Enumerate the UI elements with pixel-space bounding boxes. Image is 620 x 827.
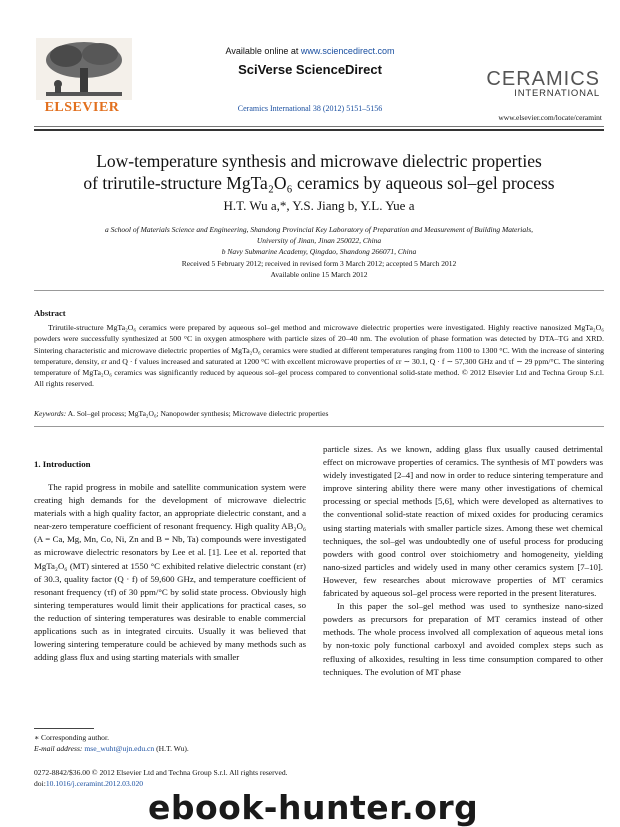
- keywords-list: A. Sol–gel process; MgTa₂O₆; Nanopowder synthesis; Microwave dielectric properties: [66, 409, 329, 418]
- header-rule-thick: [34, 129, 604, 131]
- footnote: [34, 732, 306, 754]
- journal-url[interactable]: www.elsevier.com/locate/ceramint: [498, 113, 602, 122]
- doi-label: doi:: [34, 779, 46, 788]
- copyright-footer: [34, 767, 434, 789]
- affiliation-a-line2: University of Jinan, Jinan 250022, China: [256, 236, 382, 245]
- email-link[interactable]: mse_wuht@ujn.edu.cn: [84, 744, 155, 753]
- title-line-1: Low-temperature synthesis and microwave dielectric properties: [96, 151, 542, 171]
- issn-line: 0272-8842/$36.00 © 2012 Elsevier Ltd and Techna Group S.r.l. All rights reserved.: [34, 768, 288, 777]
- intro-paragraph-1: The rapid progress in mobile and satellite communication system were creating high demands for the development of microwave dielectric materials with a high quality factor, an appropriate dielectric constant, and a near-zero temperature coefficient of resonant frequency. High quality AB₂O₆ (A = Ca, Mg, Mn, Co, Ni, Zn and B = Nb, Ta) compounds were investigated as microwave dielectric resonators by Lee et al. [1]. Lee et al. reported that MgTa₂O₆ (MT) sintered at 1550 °C exhibited relative dielectric constant (εr) of 30.3, quality factor (Q · f) of 59,600 GHz, and temperature coefficient of resonant frequency (τf) of 30 ppm/°C by solid state process. Obviously high sintering temperatures would limit their applications for practical cases, so the reduction of sintering temperatures was desirable to enable commercial applications such as in integrated circuits. Usually it was believed that lowering sintering temperature could be achieved by many methods such as adding glass flux and using starting materials with smaller: [34, 482, 306, 663]
- abstract-divider: [34, 426, 604, 427]
- abstract-text: Trirutile-structure MgTa₂O₆ ceramics were prepared by aqueous sol–gel method and microwave dielectric properties were investigated. Highly reactive nanosized MgTa₂O₆ powders were successfully synthesized at 500 °C in oxygen atmosphere with particle sizes of 20–40 nm. The evolution of phase formation was detected by DTA–TG and XRD. Sintering characteristic and microwave dielectric properties of MgTa₂O₆ ceramics were studied at different temperatures ranging from 1100 to 1300 °C. With the increase of sintering temperature, density, εr and Q · f values increased and saturated at 1200 °C with excellent microwave properties of εr ∼ 30.1, Q · f ∼ 57,300 GHz and τf ∼ 29 ppm/°C. The sintering temperature of MgTa₂O₆ ceramics was significantly reduced by aqueous sol–gel process compared to conventional solid-state method. © 2012 Elsevier Ltd and Techna Group S.r.l. All rights reserved.: [34, 323, 604, 389]
- platform-name: SciVerse ScienceDirect: [238, 62, 382, 77]
- intro-paragraph-3: In this paper the sol–gel method was used to synthesize nano-sized powders as precursors for preparation of MT ceramics instead of other methods. The whole process involved all complexation of aqueous metal ions by non-toxic poly functional carboxyl and avoided complex steps such as refluxing of alkoxides, resulting in less time consumption compared to other techniques. The evolution of MT phase: [323, 601, 603, 677]
- footnote-rule: [34, 728, 94, 729]
- header-rule: [34, 126, 604, 127]
- author-list: H.T. Wu a,*, Y.S. Jiang b, Y.L. Yue a: [223, 198, 415, 213]
- email-label: E-mail address:: [34, 744, 85, 753]
- affiliation-a: a School of Materials Science and Engineering, Shandong Provincial Key Laboratory of Preparation and Measurement of Building Materials,: [104, 225, 534, 234]
- doi-link[interactable]: 10.1016/j.ceramint.2012.03.020: [45, 779, 144, 788]
- article-title: [34, 150, 604, 194]
- received-dates: Received 5 February 2012; received in revised form 3 March 2012; accepted 5 March 2012: [181, 259, 457, 268]
- journal-name-line2: INTERNATIONAL: [514, 88, 600, 99]
- affiliations: [34, 224, 604, 257]
- corresponding-author: ∗ Corresponding author.: [34, 733, 109, 742]
- sciencedirect-link[interactable]: www.sciencedirect.com: [300, 46, 395, 56]
- title-line-2: of trirutile-structure MgTa₂O₆ ceramics by aqueous sol–gel process: [83, 173, 555, 193]
- section-heading-introduction: 1. Introduction: [34, 459, 91, 469]
- intro-paragraph-2: particle sizes. As we known, adding glass flux usually caused detrimental effect on microwave properties of ceramics. The synthesis of MT powders was widely investigated [2–4] and now in order to reduce sintering temperature and improve sintering ability there were many other investigations of chemical processing or special methods [5,6], which were developed as alternatives to the conventional solid-state reaction of mixed oxides for producing ceramics using starting materials with smaller particle sizes. Among these wet chemical techniques, the sol–gel was undoubtedly one of useful process for producing powders with good control over stoichiometry and homogeneity, yielding nano-sized particles and widely used in many other ceramics system [7–10]. However, few researches about microwave properties of MT ceramics fabricated by aqueous sol–gel process were reported in the present literatures.: [323, 444, 603, 599]
- watermark: ebook-hunter.org: [148, 788, 479, 827]
- online-date: Available online 15 March 2012: [270, 270, 368, 279]
- email-line: [34, 743, 306, 754]
- journal-name-line1: CERAMICS: [486, 68, 600, 90]
- keywords-label: Keywords:: [34, 409, 67, 418]
- available-prefix: Available online at: [225, 46, 301, 56]
- email-suffix: (H.T. Wu).: [154, 744, 189, 753]
- affiliation-b: b Navy Submarine Academy, Qingdao, Shandong 266071, China: [221, 247, 417, 256]
- journal-reference-link[interactable]: Ceramics International 38 (2012) 5151–5156: [237, 104, 383, 113]
- publisher-name: ELSEVIER: [44, 100, 120, 115]
- column-left: [34, 481, 306, 664]
- abstract-heading: Abstract: [34, 308, 66, 318]
- article-dates: [34, 258, 604, 280]
- column-right: [323, 443, 603, 679]
- keywords: [34, 409, 604, 418]
- title-divider: [34, 290, 604, 291]
- available-online: [180, 46, 440, 56]
